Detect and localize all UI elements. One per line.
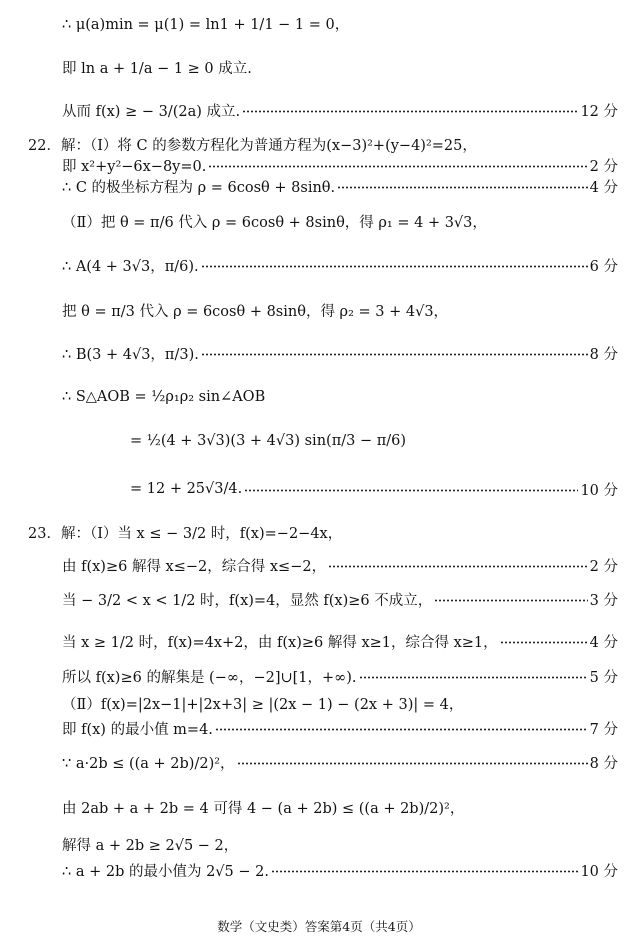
score-label: 7 分 bbox=[589, 721, 618, 738]
line-text: 即 x²+y²−6x−8y=0. bbox=[62, 158, 207, 175]
line-text: = ½(4 + 3√3)(3 + 4√3) sin(π/3 − π/6) bbox=[130, 433, 406, 449]
line-1 bbox=[0, 6, 638, 40]
line-text: 从而 f(x) ≥ − 3/(2a) 成立. bbox=[62, 103, 241, 120]
line-text: （Ⅱ）把 θ = π/6 代入 ρ = 6cosθ + 8sinθ，得 ρ₁ = 4 + 3√3， bbox=[62, 214, 487, 231]
line-text: = 12 + 25√3/4. bbox=[130, 481, 243, 497]
dot-leader bbox=[337, 169, 588, 203]
line-text: 把 θ = π/3 代入 ρ = 6cosθ + 8sinθ，得 ρ₂ = 3 + 4√3， bbox=[62, 303, 449, 320]
line-text: 22．解：（Ⅰ）将 C 的参数方程化为普通方程为(x−3)²+(y−4)²=25， bbox=[28, 137, 477, 154]
line-text: ∴ A(4 + 3√3，π/6). bbox=[62, 258, 199, 275]
line-8 bbox=[0, 248, 638, 282]
line-text: 由 2ab + a + 2b = 4 可得 4 − (a + 2b) ≤ ((a + 2b)/2)²， bbox=[62, 800, 465, 817]
line-20 bbox=[0, 711, 638, 745]
line-13 bbox=[0, 472, 638, 506]
dot-leader bbox=[242, 93, 578, 127]
score-label: 12 分 bbox=[580, 103, 618, 120]
dot-leader bbox=[215, 711, 588, 745]
line-12 bbox=[0, 424, 638, 458]
line-10 bbox=[0, 336, 638, 370]
line-text: ∴ a + 2b 的最小值为 2√5 − 2. bbox=[62, 863, 269, 880]
line-text: ∴ S△AOB = ½ρ₁ρ₂ sin∠AOB bbox=[62, 389, 266, 405]
line-text: ∴ μ(a)min = μ(1) = ln1 + 1/1 − 1 = 0， bbox=[62, 16, 350, 33]
score-label: 4 分 bbox=[589, 634, 618, 651]
line-16 bbox=[0, 582, 638, 616]
line-14 bbox=[0, 515, 638, 549]
dot-leader bbox=[244, 472, 578, 506]
line-text: 即 ln a + 1/a − 1 ≥ 0 成立. bbox=[62, 60, 252, 77]
line-3 bbox=[0, 93, 638, 127]
score-label: 10 分 bbox=[580, 863, 618, 880]
score-label: 2 分 bbox=[589, 158, 618, 175]
line-text: （Ⅱ）f(x)=|2x−1|+|2x+3| ≥ |(2x − 1) − (2x + 3)| = 4， bbox=[62, 696, 464, 713]
line-6 bbox=[0, 169, 638, 203]
line-22 bbox=[0, 790, 638, 824]
page-footer: 数学（文史类）答案第4页（共4页） bbox=[217, 919, 421, 934]
line-11 bbox=[0, 380, 638, 414]
line-text: 由 f(x)≥6 解得 x≤−2，综合得 x≤−2， bbox=[62, 558, 327, 575]
line-15 bbox=[0, 548, 638, 582]
line-17 bbox=[0, 624, 638, 658]
dot-leader bbox=[201, 248, 588, 282]
line-24 bbox=[0, 853, 638, 887]
score-label: 4 分 bbox=[589, 179, 618, 196]
dot-leader bbox=[500, 624, 588, 658]
line-text: 即 f(x) 的最小值 m=4. bbox=[62, 721, 213, 738]
dot-leader bbox=[434, 582, 587, 616]
line-7 bbox=[0, 204, 638, 238]
line-text: 当 − 3/2 < x < 1/2 时，f(x)=4，显然 f(x)≥6 不成立， bbox=[62, 592, 433, 609]
score-label: 6 分 bbox=[589, 258, 618, 275]
line-text: 解得 a + 2b ≥ 2√5 − 2， bbox=[62, 837, 239, 854]
dot-leader bbox=[201, 336, 588, 370]
line-text: 当 x ≥ 1/2 时，f(x)=4x+2，由 f(x)≥6 解得 x≥1，综合得 x≥1， bbox=[62, 634, 498, 651]
line-9 bbox=[0, 293, 638, 327]
line-21 bbox=[0, 745, 638, 779]
score-label: 3 分 bbox=[589, 592, 618, 609]
line-text: ∴ B(3 + 4√3，π/3). bbox=[62, 346, 199, 363]
line-text: ∵ a·2b ≤ ((a + 2b)/2)²， bbox=[62, 755, 235, 772]
dot-leader bbox=[271, 853, 578, 887]
dot-leader bbox=[328, 548, 588, 582]
score-label: 5 分 bbox=[589, 669, 618, 686]
line-text: 23．解：（Ⅰ）当 x ≤ − 3/2 时，f(x)=−2−4x， bbox=[28, 525, 343, 542]
score-label: 8 分 bbox=[589, 755, 618, 772]
line-text: ∴ C 的极坐标方程为 ρ = 6cosθ + 8sinθ. bbox=[62, 179, 336, 196]
score-label: 8 分 bbox=[589, 346, 618, 363]
dot-leader bbox=[237, 745, 588, 779]
score-label: 2 分 bbox=[589, 558, 618, 575]
score-label: 10 分 bbox=[580, 482, 618, 499]
line-text: 所以 f(x)≥6 的解集是 (−∞，−2]∪[1，+∞). bbox=[62, 669, 357, 686]
line-2 bbox=[0, 50, 638, 84]
